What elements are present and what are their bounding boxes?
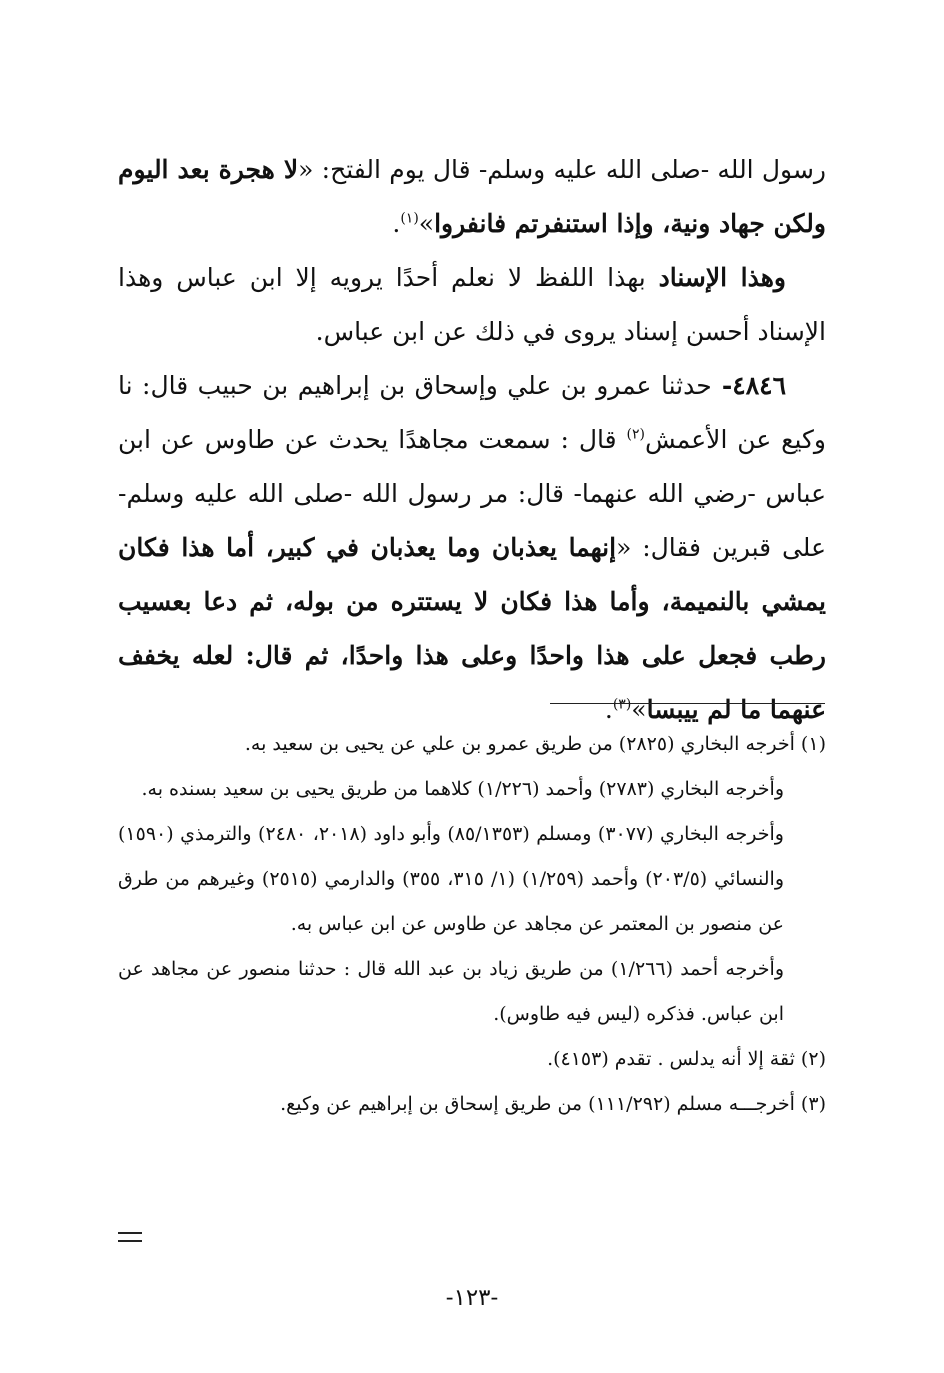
text-segment: رسول الله -صلى الله عليه وسلم- قال يوم الفتح: « bbox=[298, 155, 826, 184]
footnote-3: (٣) أخرجـــه مسلم (١١١/٢٩٢) من طريق إسحاق بن إبراهيم عن وكيع. bbox=[280, 1093, 826, 1115]
paragraph-2 bbox=[118, 251, 826, 359]
footnote-1-continuation: وأخرجه البخاري (٢٧٨٣) وأحمد (١/٢٢٦) كلاهما من طريق يحيى بن سعيد بسنده به. bbox=[141, 778, 784, 800]
paragraph-3 bbox=[118, 359, 826, 737]
quote-mark: » bbox=[418, 209, 435, 238]
quote-mark: » bbox=[631, 695, 647, 724]
main-text bbox=[118, 143, 826, 737]
continuation-mark bbox=[118, 1232, 142, 1242]
bold-phrase: وهذا الإسناد bbox=[658, 263, 786, 292]
paragraph-1 bbox=[118, 143, 826, 251]
hadith-quote: لا هجرة بعد اليوم ولكن جهاد ونية، وإذا استنفرتم فانفروا bbox=[118, 155, 826, 238]
text-segment: . bbox=[604, 695, 613, 724]
footnote-ref-1[interactable]: (١) bbox=[400, 210, 419, 227]
footnote-divider bbox=[550, 703, 825, 704]
footnote-ref-3[interactable]: (٣) bbox=[612, 696, 632, 713]
footnote-1-continuation: وأخرجه أحمد (١/٢٦٦) من طريق زياد بن عبد الله قال : حدثنا منصور عن مجاهد عن ابن عباس. فذكره (ليس فيه طاوس). bbox=[118, 958, 784, 1025]
footnote-1-continuation: وأخرجه البخاري (٣٠٧٧) ومسلم (٨٥/١٣٥٣) وأبو داود (٢٠١٨، ٢٤٨٠) والترمذي (١٥٩٠) والنسائي (٢٠٣/٥) وأحمد (١/٢٥٩) (١/ ٣١٥، ٣٥٥) والدارمي (٢٥١٥) وغيرهم من طرق عن منصور بن المعتمر عن مجاهد عن طاوس عن ابن عباس به. bbox=[118, 823, 785, 935]
text-segment: بهذا اللفظ لا نعلم أحدًا يرويه إلا ابن عباس وهذا الإسناد أحسن إسناد يروى في ذلك عن ابن عباس. bbox=[118, 263, 826, 346]
hadith-number: ٤٨٤٦- bbox=[711, 371, 786, 400]
footnote-ref-2[interactable]: (٢) bbox=[626, 426, 645, 443]
hadith-quote: إنهما يعذبان وما يعذبان في كبير، أما هذا فكان يمشي بالنميمة، وأما هذا فكان لا يستتره من بوله، ثم دعا بعسيب رطب فجعل على هذا واحدًا وعلى هذا واحدًا، ثم قال: لعله يخفف عنهما ما لم ييبسا bbox=[118, 533, 826, 724]
text-segment: حدثنا عمرو بن علي وإسحاق بن إبراهيم بن حبيب قال: نا وكيع عن الأعمش bbox=[118, 371, 826, 454]
page-number: -١٢٣- bbox=[445, 1285, 499, 1311]
text-segment: . bbox=[392, 209, 401, 238]
footnote-1: (١) أخرجه البخاري (٢٨٢٥) من طريق عمرو بن علي عن يحيى بن سعيد به. bbox=[244, 733, 826, 755]
text-segment: قال : سمعت مجاهدًا يحدث عن طاوس عن ابن عباس -رضي الله عنهما- قال: مر رسول الله -صلى الله عليه وسلم- على قبرين فقال: « bbox=[118, 425, 826, 562]
footnotes bbox=[118, 722, 826, 1127]
footnote-2: (٢) ثقة إلا أنه يدلس . تقدم (٤١٥٣). bbox=[547, 1048, 826, 1070]
